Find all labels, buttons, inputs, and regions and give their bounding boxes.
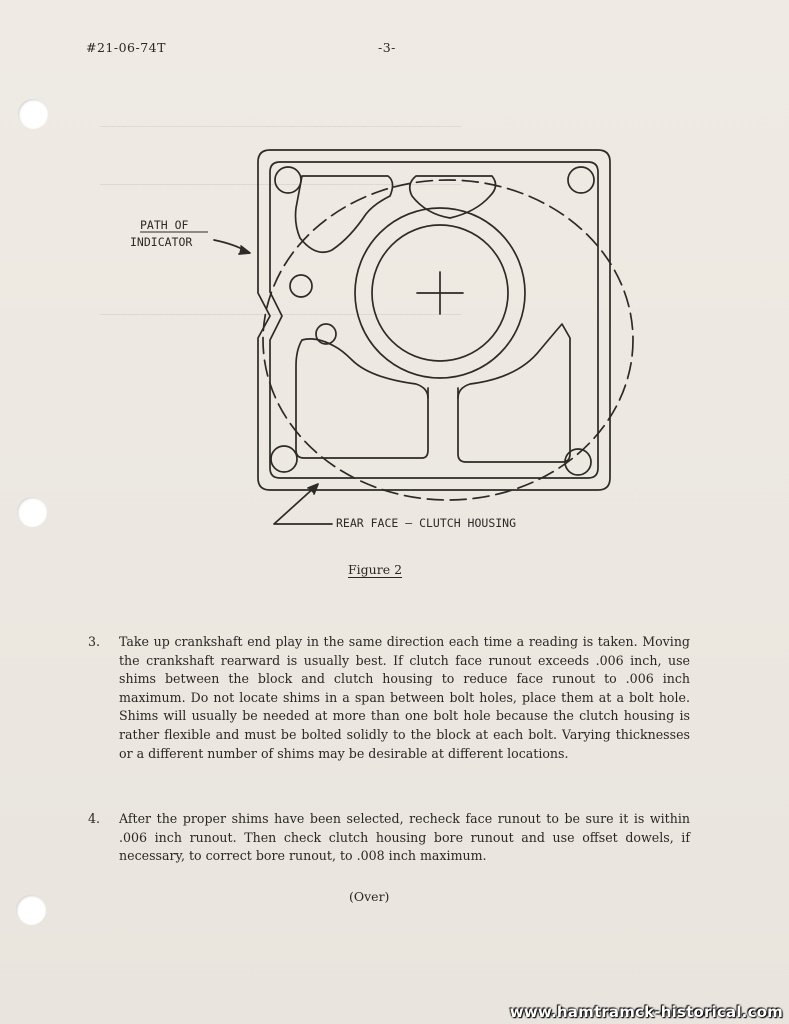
bolt-hole-bottom-left — [271, 446, 297, 472]
instruction-item-3 — [88, 633, 690, 763]
website-watermark[interactable]: www.hamtramck-historical.com — [509, 1003, 783, 1021]
bolt-hole-top-right — [568, 167, 594, 193]
label-indicator: INDICATOR — [130, 235, 193, 249]
item-number: 3. — [88, 634, 101, 649]
path-indicator-arrowhead — [239, 246, 250, 254]
binder-hole-top — [18, 99, 48, 129]
center-stem — [428, 388, 458, 398]
page-number: -3- — [378, 40, 396, 55]
lower-left-pocket — [296, 339, 428, 458]
housing-outline-inner — [270, 162, 598, 478]
item-text: After the proper shims have been selected, recheck face runout to be sure it is within .006 inch runout. Then check clutch housing bore runout and use offset dowels, if necessary, to correct bore runout, to .008 inch maximum. — [119, 811, 690, 864]
item-number: 4. — [88, 811, 101, 826]
document-page: ──────────────────────────────────────────────────────────── ──────────────────────────────────────────────────────────── ──────────────────────────────────────────────────────────── #21-06-74T -3- PATH OF INDICATOR REAR FACE – CLUTCH HOUSING Figure 2 3. Take up crankshaft end play in the same direction each time a reading is taken. Moving the crankshaft rearward is usually best. If clutch face runout exceeds .006 inch, use shims between the block and clutch housing to reduce face runout to .006 inch maximum. Do not locate shims in a span between bolt holes, place them at a bolt hole. Shims will usually be needed at more than one bolt hole because the clutch housing is rather flexible and must be bolted solidly to the block at each bolt. Varying thicknesses or a different number of shims may be desirable at different locations. 4. After the proper shims have been selected, recheck face runout to be sure it is within .006 inch runout. Then check clutch housing bore runout and use offset dowels, if necessary, to correct bore runout, to .008 inch maximum. (Over) www.hamtramck-historical.com — [0, 0, 789, 1024]
housing-outline-outer — [258, 150, 610, 490]
bolt-hole-left — [290, 275, 312, 297]
rear-face-leader — [274, 486, 332, 524]
instruction-item-4 — [88, 810, 690, 866]
item-text: Take up crankshaft end play in the same direction each time a reading is taken. Moving the crankshaft rearward is usually best. If clutch face runout exceeds .006 inch, use shims between the block and clutch housing to reduce face runout to .006 inch maximum. Do not locate shims in a span between bolt holes, place them at a bolt hole. Shims will usually be needed at more than one bolt hole because the clutch housing is rather flexible and must be bolted solidly to the block at each bolt. Varying thicknesses or a different number of shims may be desirable at different locations. — [119, 634, 690, 761]
binder-hole-bottom — [16, 895, 46, 925]
binder-hole-middle — [17, 497, 47, 527]
label-path-of: PATH OF — [140, 218, 189, 232]
dowel-hole-lower — [316, 324, 336, 344]
bolt-hole-top-left — [275, 167, 301, 193]
figure-caption: Figure 2 — [348, 562, 403, 577]
clutch-housing-diagram — [120, 88, 660, 538]
label-rear-face-clutch-housing: REAR FACE – CLUTCH HOUSING — [336, 516, 517, 530]
upper-left-pocket — [296, 176, 393, 252]
document-number: #21-06-74T — [86, 40, 166, 55]
lower-right-pocket — [458, 324, 570, 462]
over-indicator: (Over) — [349, 889, 390, 904]
